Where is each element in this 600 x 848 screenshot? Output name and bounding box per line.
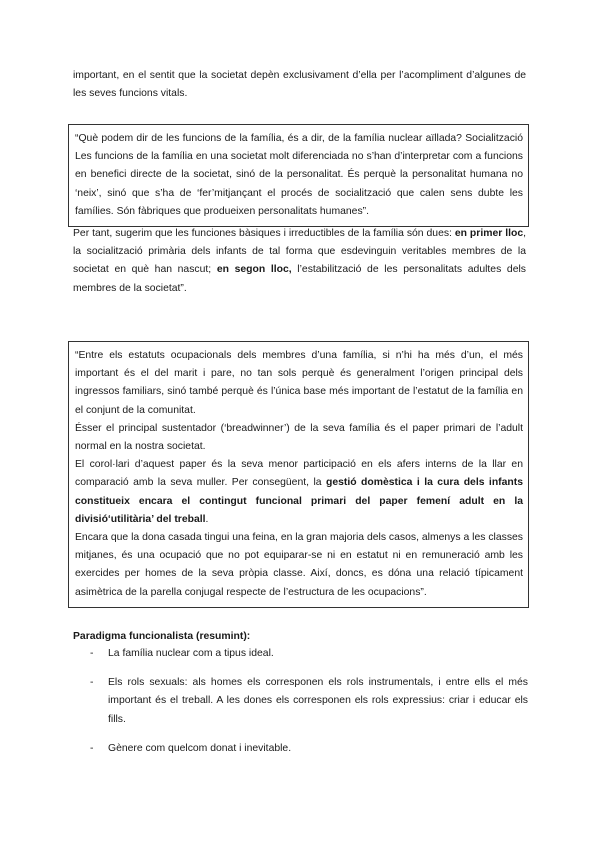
- section-heading: Paradigma funcionalista (resumint):: [73, 631, 251, 642]
- paradigm-list: [73, 645, 528, 758]
- list-item: [73, 674, 528, 729]
- list-item: [73, 645, 528, 663]
- bold-domestic-role: gestió domèstica i la cura dels infants constitueix encara el contingut funcional primari del paper femení adult en la divisió‘utilitària’ del treball: [75, 477, 523, 525]
- list-item-text: Gènere com quelcom donat i inevitable.: [108, 742, 292, 754]
- intro-paragraph: important, en el sentit que la societat depèn exclusivament d’ella per l’acompliment d’algunes de les seves funcions vitals.: [73, 70, 526, 100]
- quote-box-family-functions: [68, 124, 529, 227]
- list-item-text: Els rols sexuals: als homes els corresponen els rols instrumentals, i entre ells el més important és el treball. A les dones els corresponen els rols expressius: criar i educar els fills.: [108, 677, 528, 725]
- dash-bullet: -: [90, 648, 94, 659]
- text-segment: .: [205, 513, 209, 525]
- bold-second-place: en segon lloc,: [216, 264, 292, 276]
- dash-bullet: -: [90, 742, 94, 754]
- text-segment: , la socialització primària dels infants de tal forma que esdevinguin veritables membres de la societat en què han nascut;: [73, 228, 526, 276]
- text-segment: Per tant, sugerim que les funciones bàsiques i irreductibles de la família són dues:: [73, 228, 455, 239]
- quote-paragraph: [75, 456, 523, 529]
- text-segment: l’estabilització de les personalitats adultes dels membres de la societat”.: [73, 264, 526, 294]
- quote-paragraph: “Entre els estatuts ocupacionals dels membres d’una família, si n’hi ha més d’un, el més important és el del marit i pare, no tan sols perquè és generalment l’origen principal dels ingressos familiars, sinó també perquè és l’única base més important de l’estatut de la família en el conjunt de la comunitat.: [75, 350, 523, 416]
- quote-box-occupational-status: [68, 341, 529, 608]
- quote-text: “Què podem dir de les funcions de la família, és a dir, de la família nuclear aïllada? Socialització Les funcions de la família en una societat molt diferenciada no s’han d’interpretar com a funcions en benefici directe de la societat, sinó de la personalitat. És perquè la personalitat humana no ‘neix’, sinó que s’ha de ‘fer’mitjançant el procés de socialització que calen sens dubte les famílies. Són fàbriques que produeixen personalitats humanes”.: [75, 133, 523, 217]
- list-item-text: La família nuclear com a tipus ideal.: [108, 648, 274, 659]
- dash-bullet: -: [90, 677, 94, 689]
- functions-paragraph: [73, 225, 526, 298]
- list-item: [73, 740, 528, 758]
- quote-paragraph: Ésser el principal sustentador (‘breadwinner’) de la seva família és el paper primari de l’adult normal en la nostra societat.: [75, 422, 523, 453]
- quote-paragraph: Encara que la dona casada tingui una feina, en la gran majoria dels casos, almenys a les classes mitjanes, és una ocupació que no pot equiparar-se ni en estatut ni en remuneració amb les exercides per homes de la seva pròpia classe. Així, doncs, es dóna una relació típicament asimètrica de la parella conjugal respecte de l’estructura de les ocupacions”.: [75, 532, 523, 598]
- text-segment: El corol·lari d’aquest paper és la seva menor participació en els afers interns de la llar en comparació amb la seva muller. Per consegüent, la: [75, 459, 523, 489]
- bold-first-place: en primer lloc: [454, 228, 524, 239]
